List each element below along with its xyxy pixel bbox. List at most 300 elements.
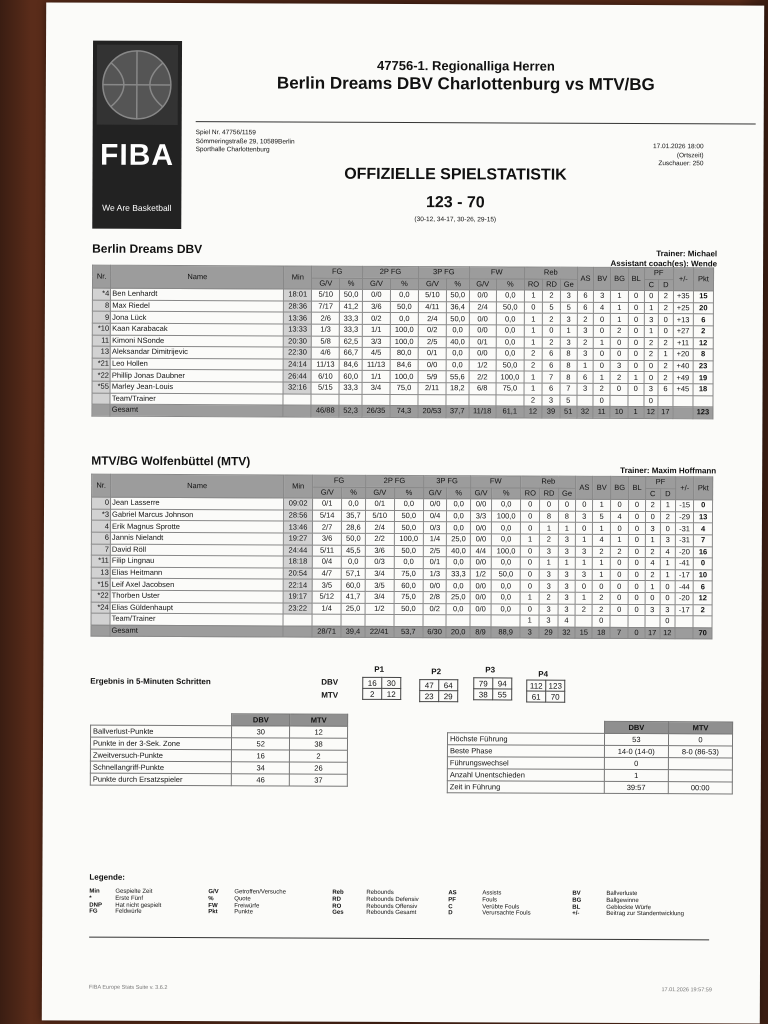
stat-cell: 0 <box>629 569 645 581</box>
stat-cell: 50,0 <box>394 545 423 557</box>
stat-cell: 100,0 <box>390 324 418 336</box>
stat-cell: 1 <box>610 534 629 546</box>
stat-cell: 0 <box>542 325 560 337</box>
legend-key: BG <box>572 897 582 904</box>
stat-cell: 10 <box>694 570 713 582</box>
col-gv: G/V <box>365 487 394 499</box>
stat-cell: 2 <box>593 546 610 558</box>
stat-cell: 3/4 <box>365 591 394 603</box>
stat-cell: 3 <box>539 569 558 581</box>
stat-cell: 4/6 <box>311 347 339 359</box>
stat-cell: *21 <box>92 358 110 370</box>
period-row <box>420 691 458 702</box>
stat-cell: 3/5 <box>312 579 341 591</box>
stat-cell <box>446 394 469 406</box>
stat-cell: 1 <box>558 523 575 535</box>
team-b-box-score <box>90 474 713 640</box>
stat-cell: 1 <box>593 372 610 384</box>
stat-cell: 0 <box>610 500 629 512</box>
stat-cell: 0 <box>593 360 610 372</box>
table-cell: Ballverlust-Punkte <box>91 725 232 738</box>
stat-cell <box>673 395 693 407</box>
legend-description: Feldwürfe <box>115 909 142 916</box>
total-cell <box>675 627 694 639</box>
col-name: Name <box>111 265 284 289</box>
col-gv: G/V <box>423 487 447 499</box>
stat-cell: 2/4 <box>469 302 496 314</box>
col-group: FW <box>471 476 521 488</box>
stat-cell: 12 <box>693 593 712 605</box>
stat-cell: 40,0 <box>447 545 471 557</box>
col-gv: G/V <box>313 487 342 499</box>
stat-cell: 13 <box>92 346 110 358</box>
col-gv: G/V <box>312 278 340 290</box>
stat-cell: 4/5 <box>362 347 390 359</box>
stat-cell: 50,0 <box>390 301 418 313</box>
stat-cell: 0 <box>594 314 611 326</box>
legend-entry <box>208 910 286 917</box>
total-cell: 32 <box>558 627 575 639</box>
stat-cell: 6 <box>542 360 560 372</box>
stat-cell: 20:30 <box>284 336 312 348</box>
stat-cell: 1 <box>520 615 539 627</box>
stat-cell: 18:18 <box>283 556 312 568</box>
stat-cell: 100,0 <box>491 545 520 557</box>
stat-cell: 2 <box>645 546 660 558</box>
stat-cell: 2 <box>524 360 542 372</box>
stat-sheet-paper <box>42 2 764 1023</box>
stat-cell: 100,0 <box>492 511 521 523</box>
stat-cell: 3 <box>660 535 675 547</box>
period-score: 38 <box>474 689 493 700</box>
table-header <box>91 713 348 726</box>
stat-cell: 84,6 <box>339 359 362 371</box>
stat-cell: -20 <box>675 546 694 558</box>
stat-cell: 1 <box>658 349 673 361</box>
local-time-note: (Ortszeit) <box>676 151 704 159</box>
player-name: Elias Heitmann <box>110 567 283 579</box>
stat-cell: 0 <box>610 592 629 604</box>
stat-cell: -44 <box>675 581 694 593</box>
stat-cell: 0,0 <box>491 580 520 592</box>
stat-cell <box>610 616 629 628</box>
stat-cell: 1/4 <box>423 534 447 546</box>
table-cell: Führungswechsel <box>447 757 604 770</box>
stat-cell: 1 <box>628 372 644 384</box>
stat-cell: 6 <box>658 384 673 396</box>
stat-cell: +11 <box>673 337 693 349</box>
stat-cell <box>341 614 365 626</box>
col-ge: Ge <box>558 488 575 500</box>
five-min-team-a: DBV <box>321 677 339 687</box>
stat-cell: +45 <box>673 384 693 396</box>
stat-cell: 1 <box>577 360 594 372</box>
total-cell: 53,7 <box>394 626 423 638</box>
stat-cell: 0 <box>610 337 628 349</box>
total-cell: 70 <box>693 627 712 639</box>
table-header-cell: DBV <box>604 721 668 733</box>
period-score: 29 <box>439 691 458 702</box>
stat-cell: 1 <box>593 523 610 535</box>
table-cell: 8-0 (86-53) <box>668 746 732 758</box>
stat-cell: 1 <box>524 325 542 337</box>
player-name: Leo Hollen <box>110 358 283 370</box>
stat-cell: 6 <box>542 348 560 360</box>
stat-cell: 75,0 <box>394 568 423 580</box>
col-gv: G/V <box>362 278 390 290</box>
stat-cell: 0,0 <box>491 603 520 615</box>
stat-cell: 75,0 <box>394 591 423 603</box>
stat-cell: 1/3 <box>423 568 447 580</box>
stat-cell: +20 <box>673 349 693 361</box>
stat-cell: 25,0 <box>446 592 470 604</box>
legend-key: DNP <box>89 902 102 909</box>
table-cell: 1 <box>604 769 668 781</box>
stat-cell: 2 <box>645 569 660 581</box>
col-points: Pkt <box>693 268 713 291</box>
col-group: 2P FG <box>362 266 418 278</box>
sheet-title: OFFIZIELLE SPIELSTATISTIK <box>344 165 567 184</box>
stat-cell: 0,0 <box>447 557 471 569</box>
stat-cell: -17 <box>675 569 694 581</box>
table-cell: 2 <box>290 750 348 762</box>
stat-cell: 33,3 <box>447 568 471 580</box>
col-group: FG <box>313 475 366 487</box>
stat-cell <box>693 616 712 628</box>
legend-description: Freiwürfe <box>234 902 260 909</box>
stat-cell: 2 <box>540 534 559 546</box>
legend-key: PF <box>448 896 456 904</box>
stat-cell: 09:02 <box>284 498 313 510</box>
stat-cell: 5 <box>593 511 610 523</box>
col-nr: Nr. <box>92 474 111 497</box>
period-score: 123 <box>546 680 565 691</box>
legend-description: Quote <box>234 896 251 903</box>
stat-cell: 2 <box>610 372 628 384</box>
stat-cell: -15 <box>675 500 694 512</box>
table-cell: 34 <box>232 762 290 774</box>
stat-cell <box>575 615 592 627</box>
table-cell: 26 <box>290 762 348 774</box>
stat-cell: 0/1 <box>423 557 447 569</box>
stat-cell: 1 <box>524 290 542 302</box>
stat-cell: 0 <box>594 325 611 337</box>
period-score: 12 <box>382 688 401 699</box>
stat-cell: 2/6 <box>312 312 340 324</box>
total-cell: 0 <box>628 627 644 639</box>
team-b-trainer: Trainer: Maxim Hoffmann <box>620 465 717 476</box>
stat-cell: 24:44 <box>283 545 312 557</box>
stat-cell: *55 <box>92 381 110 393</box>
col-as: AS <box>577 267 594 290</box>
stat-cell: 3 <box>558 534 575 546</box>
stat-cell: 3 <box>576 511 593 523</box>
stat-cell: 0 <box>610 558 629 570</box>
stat-cell: 0 <box>644 372 659 384</box>
stat-cell: 0 <box>575 581 592 593</box>
stat-cell: 1 <box>524 313 542 325</box>
stat-cell: 0 <box>628 592 644 604</box>
stat-cell: 0,0 <box>447 510 471 522</box>
stat-cell: 5/15 <box>311 382 339 394</box>
stat-cell: 3 <box>660 604 675 616</box>
table-header-cell: MTV <box>668 722 732 734</box>
stat-cell: 0 <box>521 499 540 511</box>
stat-cell: 3 <box>539 615 558 627</box>
total-cell <box>92 404 110 416</box>
stat-cell <box>658 395 673 407</box>
stat-cell: 60,0 <box>394 580 423 592</box>
table-cell: Anzahl Unentschieden <box>447 769 604 782</box>
stat-cell: 0/0 <box>423 580 447 592</box>
stat-cell: 2 <box>658 360 673 372</box>
lead-stats-table <box>447 720 733 794</box>
legend-key: RD <box>332 896 341 903</box>
stat-cell: 2 <box>593 383 610 395</box>
stat-cell: 1/1 <box>362 371 390 383</box>
col-bg: BG <box>610 476 629 499</box>
stat-cell: 1/1 <box>362 324 390 336</box>
table-cell: Zweitversuch-Punkte <box>90 749 231 762</box>
stat-cell <box>628 616 644 628</box>
period-score: 16 <box>363 677 382 688</box>
stat-cell: 1/2 <box>469 360 496 372</box>
stat-cell: 13:46 <box>283 521 312 533</box>
stat-cell: -20 <box>675 593 694 605</box>
stat-cell: 3 <box>558 569 575 581</box>
total-cell: 39 <box>542 406 560 418</box>
stat-cell: 100,0 <box>390 371 418 383</box>
team-a-assistant: Assistant coach(es): Wende <box>610 258 718 268</box>
period-score: 30 <box>382 677 401 688</box>
stat-cell: 2 <box>658 302 673 314</box>
stat-cell: 0/3 <box>365 556 394 568</box>
stat-cell: 1 <box>524 371 542 383</box>
col-plusminus: +/- <box>673 268 693 291</box>
table-row <box>90 761 347 774</box>
stat-cell: 3 <box>577 348 594 360</box>
legend-description: Rebounds Defensiv <box>366 896 419 903</box>
stat-cell: 4 <box>91 521 110 533</box>
stat-cell: 0 <box>628 581 644 593</box>
col-pct: % <box>390 278 418 290</box>
stat-cell: 0 <box>610 349 628 361</box>
logo-text: FIBA <box>99 138 175 172</box>
table-header-cell: MTV <box>290 714 348 726</box>
stat-cell: 1 <box>540 557 559 569</box>
col-gv: G/V <box>470 487 491 499</box>
stat-cell <box>693 395 713 407</box>
stat-cell: 0,0 <box>491 592 520 604</box>
legend-key: BV <box>572 890 581 897</box>
legend-description: Punkte <box>234 909 253 916</box>
stat-cell: 2 <box>610 325 628 337</box>
legend-entry <box>448 911 530 918</box>
stat-cell: 7 <box>91 544 110 556</box>
stat-cell: 0 <box>593 395 610 407</box>
stat-cell: 33,3 <box>340 313 363 325</box>
table-cell: Schnellangriff-Punkte <box>90 761 231 774</box>
stat-cell <box>577 395 594 407</box>
stat-cell: 1 <box>575 592 592 604</box>
legend-key: +/- <box>572 911 580 918</box>
stat-cell: 3/6 <box>312 533 341 545</box>
col-pf: PF <box>644 268 673 280</box>
stat-cell: 23:22 <box>283 603 312 615</box>
stat-cell: 3 <box>539 604 558 616</box>
stat-cell: 100,0 <box>496 371 524 383</box>
stat-cell: 5/9 <box>418 371 446 383</box>
stat-cell: 0 <box>628 604 644 616</box>
stat-cell: 2 <box>575 604 592 616</box>
table-cell: 38 <box>290 738 348 750</box>
stat-cell: 0/0 <box>470 580 491 592</box>
stat-cell: 0,0 <box>496 325 524 337</box>
stat-cell: 0/0 <box>470 534 491 546</box>
legend-entry <box>572 911 684 918</box>
stat-cell: 1 <box>610 302 628 314</box>
legend-title: Legende: <box>89 872 125 882</box>
stat-cell: 60,0 <box>341 580 365 592</box>
stat-cell: 0/0 <box>470 522 491 534</box>
stat-cell: 3/6 <box>365 545 394 557</box>
legend-description: Gespielte Zeit <box>115 888 153 895</box>
stat-cell <box>283 394 311 406</box>
stat-cell: 3 <box>577 383 594 395</box>
total-cell: 39,4 <box>341 626 365 638</box>
stat-cell: 0 <box>629 523 645 535</box>
period-score: 64 <box>439 680 458 691</box>
stat-cell: 2/4 <box>418 313 446 325</box>
stat-cell: 0 <box>594 348 611 360</box>
col-plusminus: +/- <box>675 477 694 500</box>
col-d: D <box>660 488 675 500</box>
period-label: P4 <box>538 669 549 679</box>
total-cell: 7 <box>610 627 629 639</box>
stat-cell: 7 <box>542 371 560 383</box>
period-score: 112 <box>527 680 546 691</box>
stat-cell: -31 <box>675 523 694 535</box>
stat-cell: 0/2 <box>362 313 390 325</box>
stat-cell: 50,0 <box>496 360 524 372</box>
stat-cell: 13 <box>694 512 713 524</box>
table-row <box>90 737 347 750</box>
stat-cell: 32:16 <box>283 382 311 394</box>
legend-description: Rebounds <box>366 889 394 896</box>
stat-cell: 0 <box>524 302 542 314</box>
stat-cell: 0 <box>576 499 593 511</box>
stat-cell: 0 <box>694 500 713 512</box>
stat-cell: 0/1 <box>469 336 496 348</box>
legend-key: Min <box>89 888 100 895</box>
legend-key: G/V <box>208 889 219 896</box>
venue: Sporthalle Charlottenburg <box>195 146 270 154</box>
stat-cell <box>491 615 520 627</box>
period-label: P2 <box>431 667 442 677</box>
col-pct: % <box>342 487 366 499</box>
stat-cell: 0/0 <box>470 557 491 569</box>
stat-cell: 2 <box>524 348 542 360</box>
stat-cell: 84,6 <box>390 359 418 371</box>
total-cell: 17 <box>658 407 673 419</box>
stat-cell: 75,0 <box>496 383 524 395</box>
legend-key: C <box>448 903 453 910</box>
total-cell: 28/71 <box>312 626 341 638</box>
stat-cell: 0/0 <box>469 290 496 302</box>
stat-cell: 0,0 <box>446 348 469 360</box>
stat-cell: 3 <box>542 395 560 407</box>
stat-cell: 0,0 <box>394 499 423 511</box>
period-score-box <box>473 677 512 700</box>
stat-cell: 0/1 <box>418 348 446 360</box>
player-name: Phillip Jonas Daubner <box>110 370 283 382</box>
team-b-coach <box>620 466 716 476</box>
stat-cell: 1/2 <box>470 569 491 581</box>
stat-cell: 2 <box>577 314 594 326</box>
legend-column <box>572 891 684 919</box>
stat-cell: 3/3 <box>362 336 390 348</box>
stat-cell: 0 <box>628 325 644 337</box>
col-ro: RO <box>524 279 542 291</box>
col-nr: Nr. <box>92 265 110 288</box>
legend-description: Ballgewinne <box>606 897 639 904</box>
stat-cell: 6 <box>577 372 594 384</box>
legend-description: Verübte Fouls <box>482 903 520 911</box>
stat-cell: 5/10 <box>312 289 340 301</box>
stat-cell: 50,0 <box>496 302 524 314</box>
stat-cell: 1 <box>593 569 610 581</box>
stat-cell <box>92 393 110 405</box>
col-gv: G/V <box>418 278 446 290</box>
table-cell: 46 <box>232 774 290 786</box>
stat-cell: 0 <box>558 499 575 511</box>
stat-cell: +35 <box>673 291 693 303</box>
stat-cell: 50,0 <box>342 533 366 545</box>
col-rd: RD <box>540 488 559 500</box>
stat-cell: 1 <box>560 325 577 337</box>
total-cell: 6/30 <box>423 626 447 638</box>
total-cell: 52,3 <box>339 405 362 417</box>
stat-cell: 13:36 <box>284 312 312 324</box>
legend-key: % <box>208 895 214 902</box>
stat-cell: 0,0 <box>492 534 521 546</box>
col-group: 3P FG <box>418 267 469 279</box>
stat-cell: 4 <box>558 615 575 627</box>
table-cell: 53 <box>604 733 668 745</box>
stat-cell: -29 <box>675 511 694 523</box>
stat-cell: 4 <box>645 558 660 570</box>
stat-cell: 0 <box>593 581 610 593</box>
stat-cell: 5 <box>543 302 561 314</box>
stat-cell: 3/5 <box>365 580 394 592</box>
stat-cell: 7/17 <box>312 301 340 313</box>
legend-description: Verursachte Fouls <box>482 910 531 917</box>
stat-cell: 5/8 <box>312 336 340 348</box>
col-min: Min <box>284 475 313 498</box>
stat-cell: 5/12 <box>312 591 341 603</box>
stat-cell: 26:44 <box>283 370 311 382</box>
stat-cell: 0 <box>629 511 645 523</box>
stat-cell: 3 <box>558 581 575 593</box>
legend-description: Getroffen/Versuche <box>234 889 286 896</box>
stat-cell: 0 <box>592 615 609 627</box>
stat-cell: 3 <box>610 360 628 372</box>
stat-cell: 100,0 <box>390 336 418 348</box>
stat-cell: *22 <box>91 590 110 602</box>
stat-cell: 20 <box>693 303 713 315</box>
stat-cell: 0/1 <box>313 498 342 510</box>
stat-cell: 9 <box>92 312 110 324</box>
